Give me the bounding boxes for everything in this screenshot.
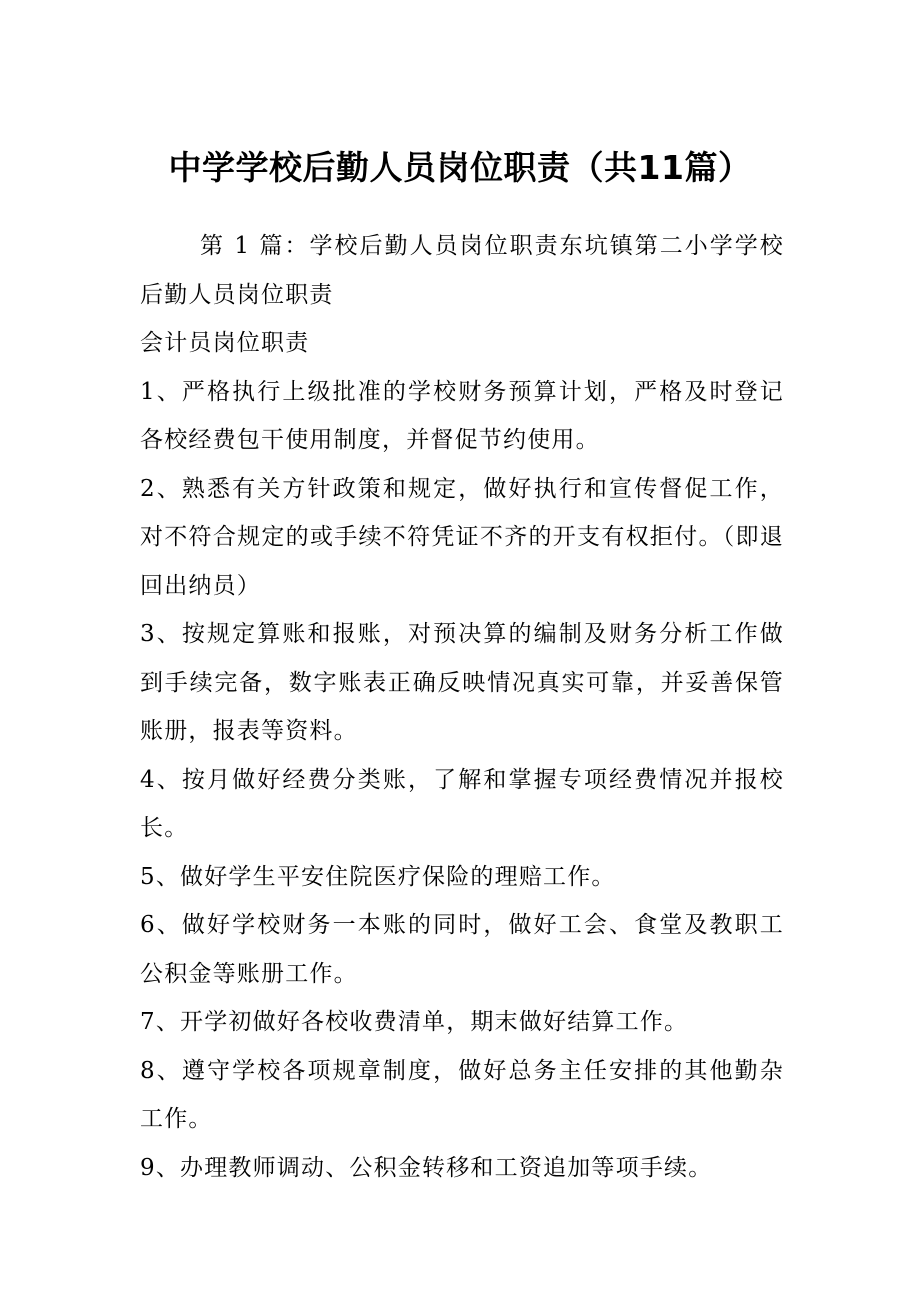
duty-item-7: 7、开学初做好各校收费清单，期末做好结算工作。: [140, 1009, 689, 1035]
duty-item-5: 5、做好学生平安住院医疗保险的理赔工作。: [140, 863, 616, 890]
duty-item-6: 6、做好学校财务一本账的同时，做好工会、食堂及教职工公积金等账册工作。: [140, 912, 784, 987]
section-heading: 会计员岗位职责: [140, 330, 310, 356]
duty-item-8: 8、遵守学校各项规章制度，做好总务主任安排的其他勤杂工作。: [140, 1057, 784, 1132]
paragraph-intro: 第 1 篇：学校后勤人员岗位职责东坑镇第二小学学校后勤人员岗位职责: [140, 233, 784, 308]
duty-item-9: 9、办理教师调动、公积金转移和工资追加等项手续。: [140, 1154, 713, 1181]
duty-item-1: 1、严格执行上级批准的学校财务预算计划，严格及时登记各校经费包干使用制度，并督促节约使用。: [140, 378, 784, 453]
duty-item-2: 2、熟悉有关方针政策和规定，做好执行和宣传督促工作，对不符合规定的或手续不符凭证不齐的开支有权拒付。（即退回出纳员）: [140, 475, 784, 599]
duty-item-4: 4、按月做好经费分类账，了解和掌握专项经费情况并报校长。: [140, 766, 784, 841]
document-body: [140, 222, 784, 1192]
document-title: 中学学校后勤人员岗位职责（共11篇）: [168, 148, 752, 187]
duty-item-3: 3、按规定算账和报账，对预决算的编制及财务分析工作做到手续完备，数字账表正确反映情况真实可靠，并妥善保管账册，报表等资料。: [140, 621, 784, 744]
